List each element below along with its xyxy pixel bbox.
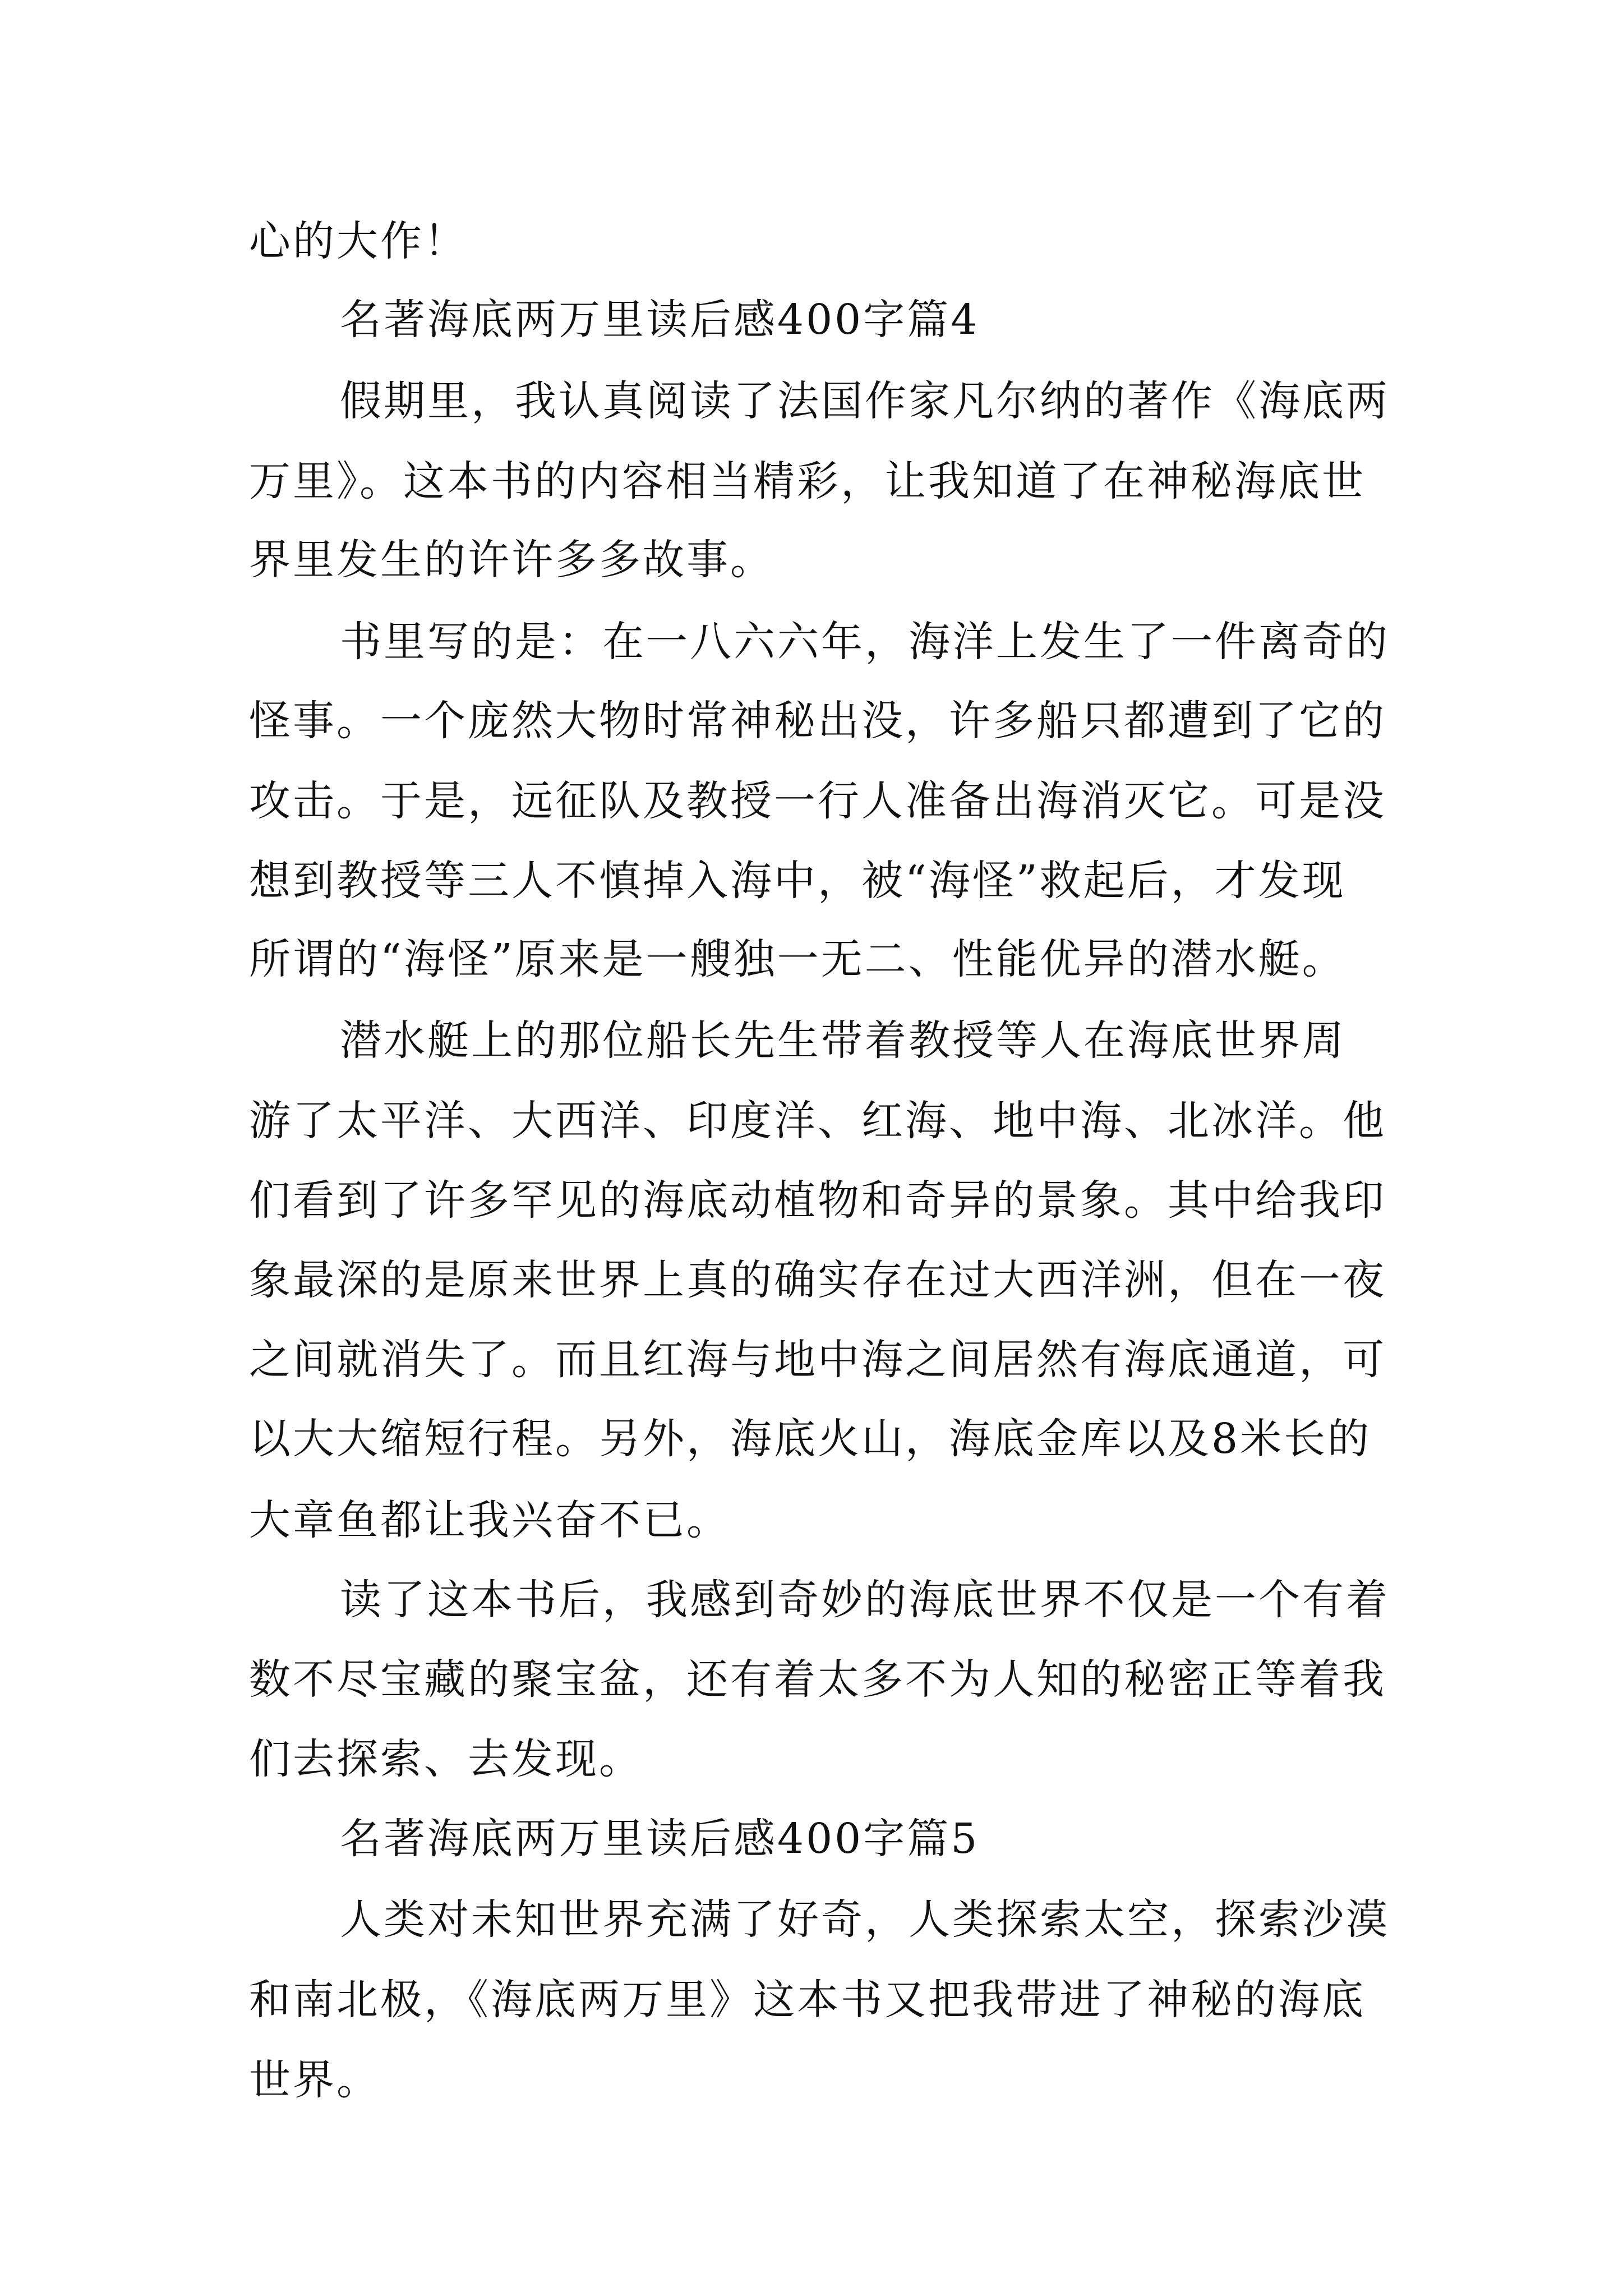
text-line: 和南北极，《海底两万里》这本书又把我带进了神秘的海底 bbox=[249, 1976, 1366, 2024]
text-line: 世界。 bbox=[249, 2056, 380, 2104]
text-line: 游了太平洋、大西洋、印度洋、红海、地中海、北冰洋。他 bbox=[249, 1097, 1386, 1145]
text-line: 心的大作！ bbox=[249, 217, 468, 265]
text-line: 以大大缩短行程。另外，海底火山，海底金库以及8米长的 bbox=[249, 1415, 1372, 1463]
text-line: 假期里，我认真阅读了法国作家凡尔纳的著作《海底两 bbox=[340, 377, 1390, 425]
text-line: 所谓的“海怪”原来是一艘独一无二、性能优异的潜水艇。 bbox=[249, 935, 1346, 983]
text-line: 们去探索、去发现。 bbox=[249, 1735, 643, 1783]
text-line: 怪事。一个庞然大物时常神秘出没，许多船只都遭到了它的 bbox=[249, 697, 1386, 745]
text-line: 象最深的是原来世界上真的确实存在过大西洋洲，但在一夜 bbox=[249, 1256, 1386, 1304]
text-line: 万里》。这本书的内容相当精彩，让我知道了在神秘海底世 bbox=[249, 457, 1366, 505]
text-line: 界里发生的许许多多故事。 bbox=[249, 536, 774, 584]
text-line: 潜水艇上的那位船长先生带着教授等人在海底世界周 bbox=[340, 1016, 1346, 1065]
text-line: 人类对未知世界充满了好奇，人类探索太空，探索沙漠 bbox=[340, 1895, 1390, 1944]
section-heading-5: 名著海底两万里读后感400字篇5 bbox=[340, 1815, 980, 1863]
text-line: 想到教授等三人不慎掉入海中，被“海怪”救起后，才发现 bbox=[249, 857, 1346, 905]
text-line: 书里写的是：在一八六六年，海洋上发生了一件离奇的 bbox=[340, 618, 1390, 666]
section-heading-4: 名著海底两万里读后感400字篇4 bbox=[340, 296, 980, 344]
text-line: 大章鱼都让我兴奋不已。 bbox=[249, 1496, 730, 1544]
text-line: 之间就消失了。而且红海与地中海之间居然有海底通道，可 bbox=[249, 1336, 1386, 1384]
text-line: 读了这本书后，我感到奇妙的海底世界不仅是一个有着 bbox=[340, 1576, 1390, 1624]
text-line: 攻击。于是，远征队及教授一行人准备出海消灭它。可是没 bbox=[249, 777, 1386, 825]
text-line: 们看到了许多罕见的海底动植物和奇异的景象。其中给我印 bbox=[249, 1176, 1386, 1225]
text-line: 数不尽宝藏的聚宝盆，还有着太多不为人知的秘密正等着我 bbox=[249, 1655, 1386, 1704]
